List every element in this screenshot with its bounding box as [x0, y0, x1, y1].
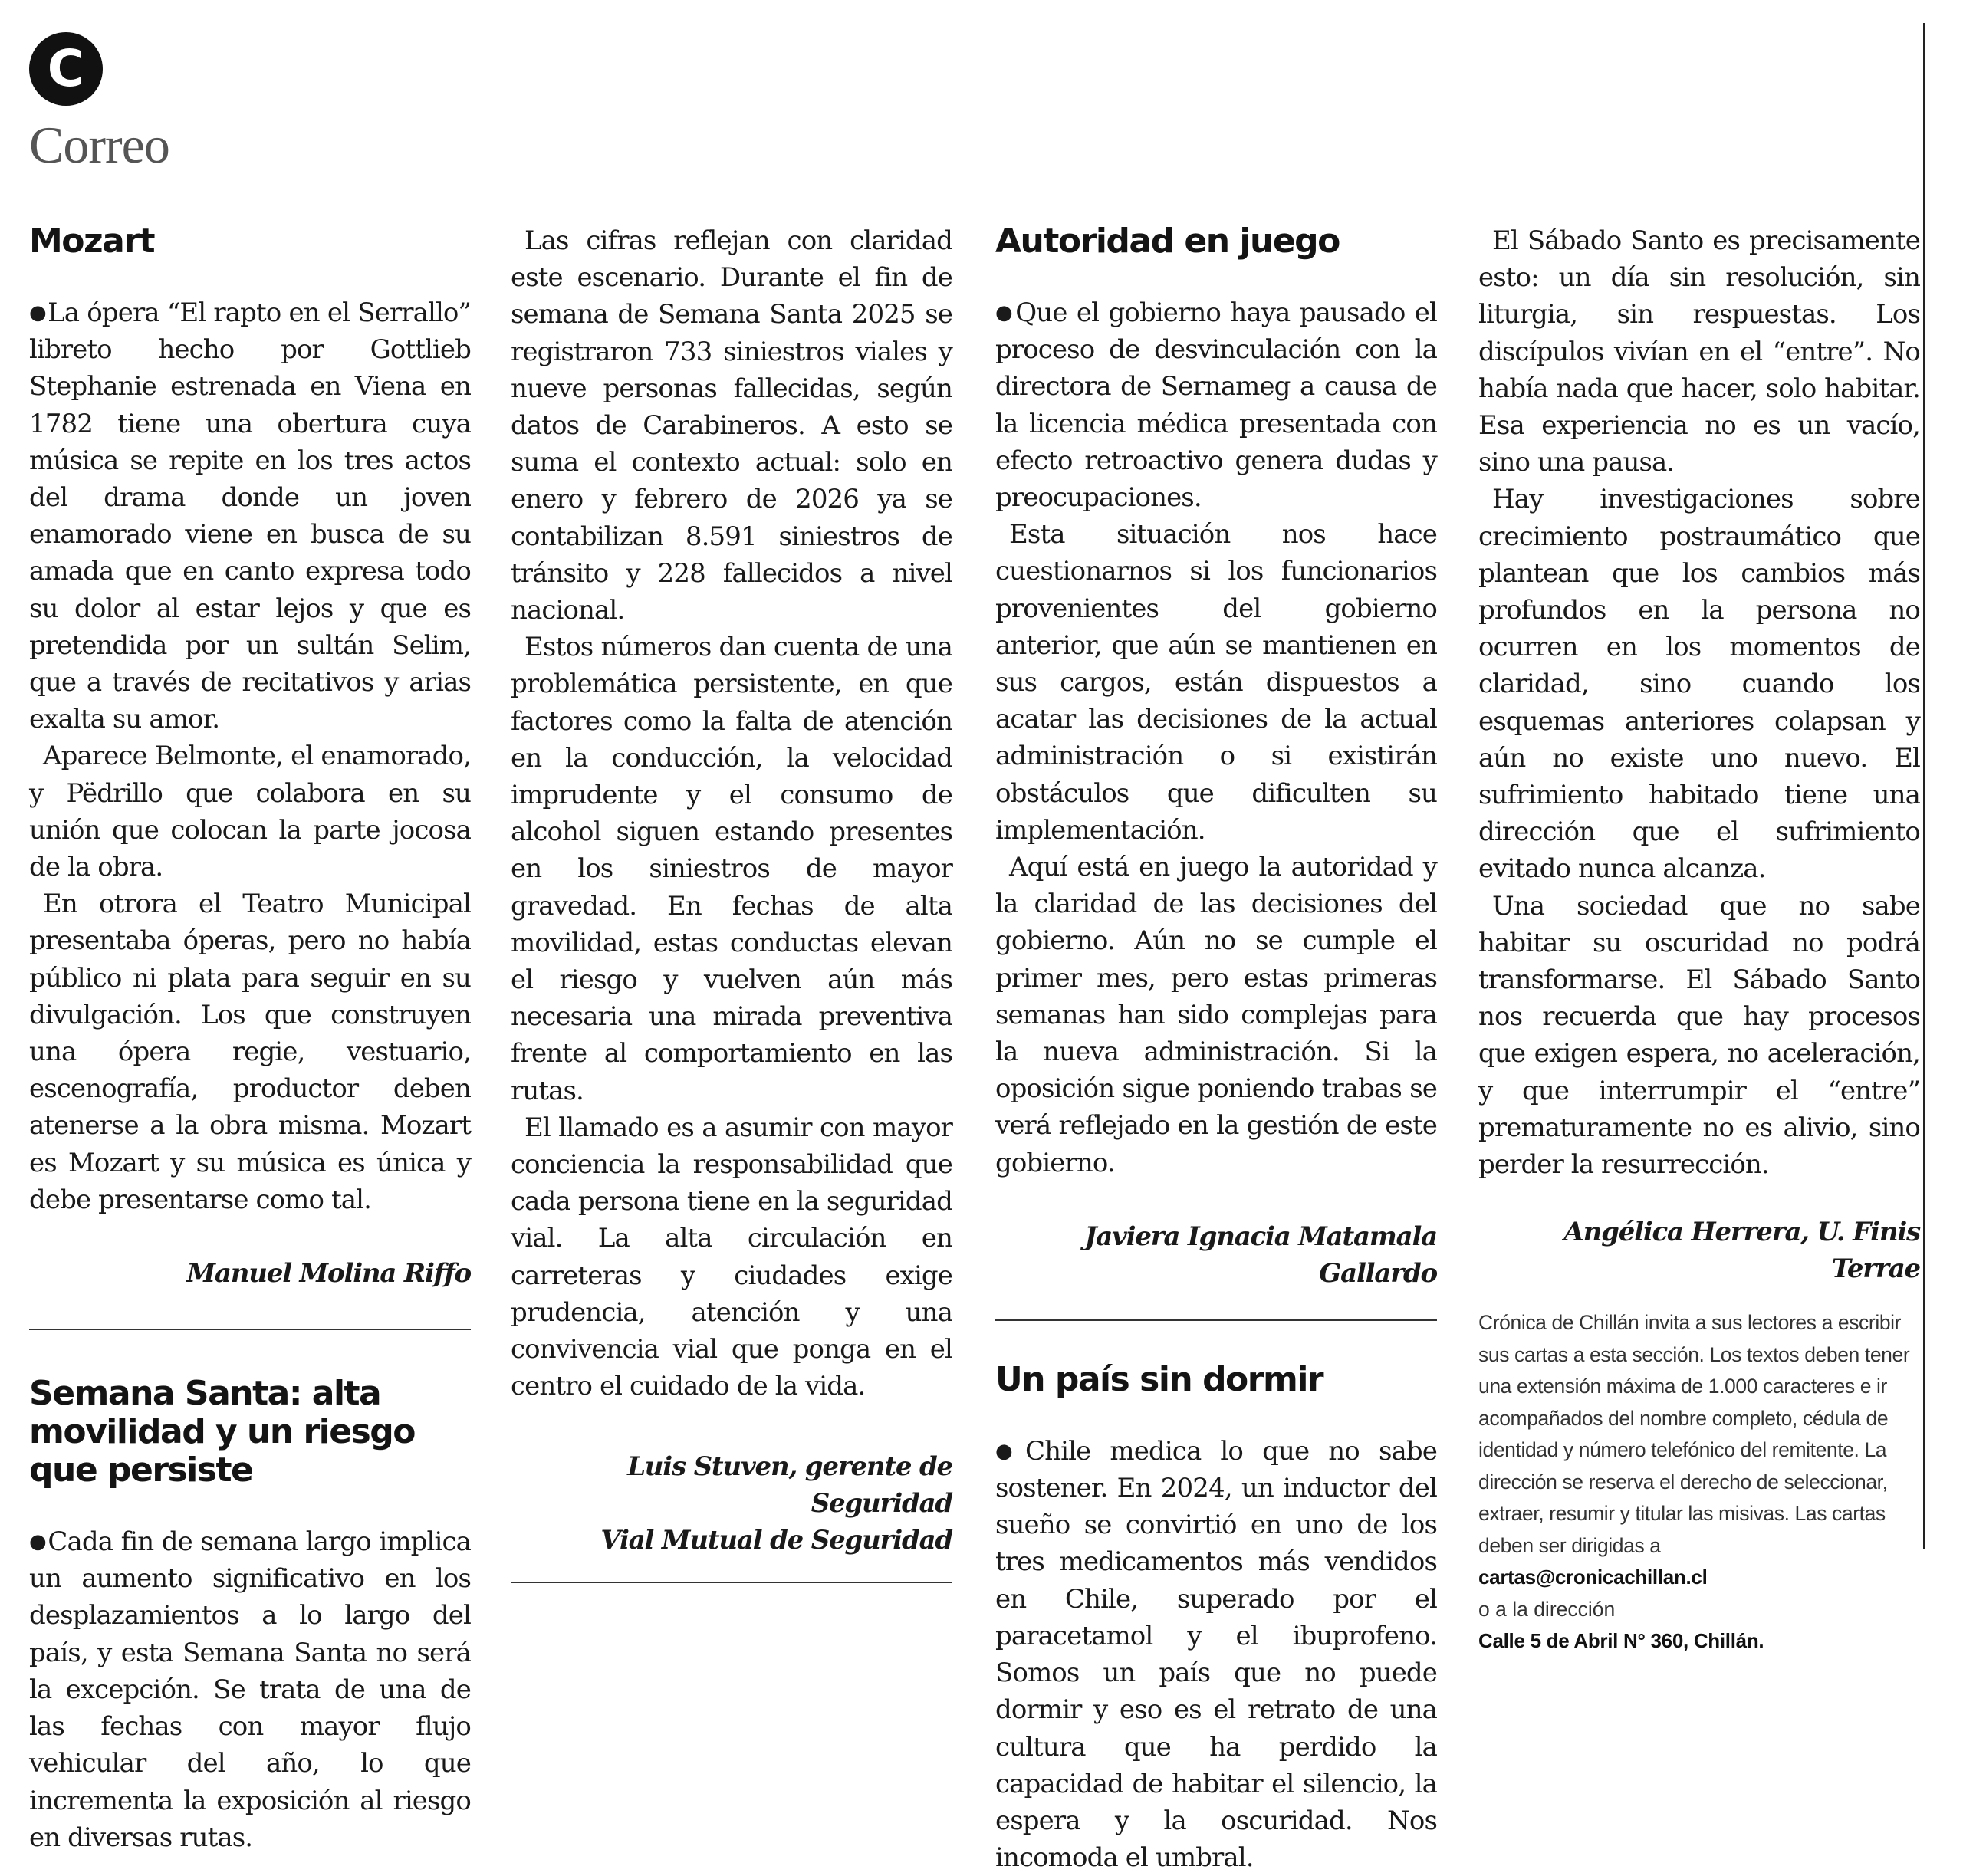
section-title: Correo	[29, 116, 169, 174]
letter-paragraph: El Sábado Santo es precisamente esto: un día sin resolución, sin liturgia, sin respuestas. Los discípulos vivían en el “entre”. No había nada que hacer, solo habitar. Esa experiencia no es un vacío, sino una pausa.	[1478, 225, 1920, 478]
divider	[995, 1319, 1437, 1321]
bullet-icon: ●	[29, 301, 47, 324]
letter-paragraph: ●Que el gobierno haya pausado el proceso de desvinculación con la directora de Sernameg a causa de la licencia médica presentada con efecto retroactivo genera dudas y preocupaciones.	[995, 297, 1437, 514]
column-1	[29, 222, 471, 1856]
editorial-email: cartas@cronicachillan.cl	[1478, 1566, 1708, 1589]
bullet-icon: ●	[995, 301, 1014, 324]
letter-paragraph: ●Cada fin de semana largo implica un aumento significativo en los desplazamientos a lo largo del país, y esta Semana Santa no será la excepción. Se trata de una de las fechas con mayor flujo vehicular del año, lo que incrementa la exposición al riesgo en diversas rutas.	[29, 1526, 471, 1853]
letter-paragraph: Aquí está en juego la autoridad y la claridad de las decisiones del gobierno. Aún no se cumple el primer mes, pero estas primeras semanas han sido complejas para la nueva administración. Si la oposición sigue poniendo trabas se verá reflejado en la gestión de este gobierno.	[995, 852, 1437, 1178]
letter-title-pais-sin-dormir: Un país sin dormir	[995, 1359, 1323, 1399]
letter-paragraph: Las cifras reflejan con claridad este escenario. Durante el fin de semana de Semana Santa 2025 se registraron 733 siniestros viales y nueve personas fallecidas, según datos de Carabineros. A esto se suma el contexto actual: solo en enero y febrero de 2026 ya se contabilizan 8.591 siniestros de tránsito y 228 fallecidos a nivel nacional.	[511, 225, 952, 626]
signature-line: Vial Mutual de Seguridad	[600, 1524, 952, 1556]
letter-title-semana-santa: Semana Santa: alta movilidad y un riesgo que persiste	[29, 1374, 416, 1490]
letter-paragraph: Una sociedad que no sabe habitar su oscuridad no podrá transformarse. El Sábado Santo nos recuerda que hay procesos que exigen espera, no aceleración, y que interrumpir el “entre” prematuramente no es alivio, sino perder la resurrección.	[1478, 890, 1920, 1181]
letter-paragraph: Estos números dan cuenta de una problemática persistente, en que factores como la falta de atención en la conducción, la velocidad imprudente y el consumo de alcohol siguen estando presentes en los siniestros de mayor gravedad. En fechas de alta movilidad, estas conductas elevan el riesgo y vuelven aún más necesaria una mirada preventiva frente al comportamiento en las rutas.	[511, 632, 952, 1106]
divider	[29, 1329, 471, 1330]
bullet-icon: ●	[995, 1439, 1024, 1463]
signature-line: Luis Stuven, gerente de Seguridad	[627, 1451, 952, 1519]
letter-signature-semana-santa	[511, 1448, 952, 1559]
letter-paragraph: Hay investigaciones sobre crecimiento postraumático que plantean que los cambios más profundos en la persona no ocurren en los momentos de claridad, sino cuando los esquemas anteriores colapsan y aún no existe uno nuevo. El sufrimiento habitado tiene una dirección que el sufrimiento evitado nunca alcanza.	[1478, 484, 1920, 885]
bullet-icon: ●	[29, 1530, 47, 1554]
editorial-address: Calle 5 de Abril N° 360, Chillán.	[1478, 1629, 1764, 1653]
letter-signature-pais-sin-dormir: Angélica Herrera, U. Finis Terrae	[1563, 1217, 1920, 1285]
letter-signature-autoridad: Javiera Ignacia Matamala Gallardo	[1084, 1221, 1437, 1289]
column-4	[1478, 222, 1920, 1658]
column-3	[995, 222, 1437, 1876]
letter-paragraph: En otrora el Teatro Municipal presentaba óperas, pero no había público ni plata para seguir en su divulgación. Los que construyen una ópera regie, vestuario, escenografía, productor deben atenerse a la obra misma. Mozart es Mozart y su música es única y debe presentarse como tal.	[29, 889, 471, 1215]
letter-title-autoridad: Autoridad en juego	[995, 222, 1340, 261]
letter-paragraph: ●La ópera “El rapto en el Serrallo” libreto hecho por Gottlieb Stephanie estrenada en Viena en 1782 tiene una obertura cuya música se repite en los tres actos del drama donde un joven enamorado viene en busca de su amada que en canto expresa todo su dolor al estar lejos y que es pretendida por un sultán Selim, que a través de recitativos y arias exalta su amor.	[29, 297, 471, 735]
editorial-note: Crónica de Chillán invita a sus lectores a escribir sus cartas a esta sección. Los textos deben tener una extensión máxima de 1.000 caracteres e ir acompañados del nombre completo, cédula de identidad y número telefónico del remitente. La dirección se reserva el derecho de seleccionar, extraer, resumir y titular las misivas. Las cartas deben ser dirigidas a	[1478, 1311, 1910, 1557]
letter-paragraph: El llamado es a asumir con mayor conciencia la responsabilidad que cada persona tiene en la seguridad vial. La alta circulación en carreteras y ciudades exige prudencia, atención y una convivencia vial que ponga en el centro el cuidado de la vida.	[511, 1112, 952, 1402]
divider	[511, 1582, 952, 1583]
page-edge-rule	[1923, 23, 1925, 1549]
newspaper-logo: C	[29, 32, 103, 106]
letter-title-mozart: Mozart	[29, 222, 155, 261]
letter-paragraph: ●Chile medica lo que no sabe sostener. En 2024, un inductor del sueño se convirtió en uno de los tres medicamentos más vendidos en Chile, superado por el paracetamol y el ibuprofeno. Somos un país que no puede dormir y eso es el retrato de una cultura que ha perdido la capacidad de habitar el silencio, la espera y la oscuridad. Nos incomoda el umbral.	[995, 1435, 1437, 1874]
letter-paragraph: Aparece Belmonte, el enamorado, y Pëdrillo que colabora en su unión que colocan la parte jocosa de la obra.	[29, 741, 471, 883]
letter-paragraph: Esta situación nos hace cuestionarnos si los funcionarios provenientes del gobierno anterior, que aún se mantienen en sus cargos, están dispuestos a acatar las decisiones de la actual administración o si existirán obstáculos que dificulten su implementación.	[995, 519, 1437, 846]
editorial-address-intro: o a la dirección	[1478, 1597, 1616, 1621]
letter-signature-mozart: Manuel Molina Riffo	[186, 1258, 471, 1290]
column-2	[511, 222, 952, 1583]
